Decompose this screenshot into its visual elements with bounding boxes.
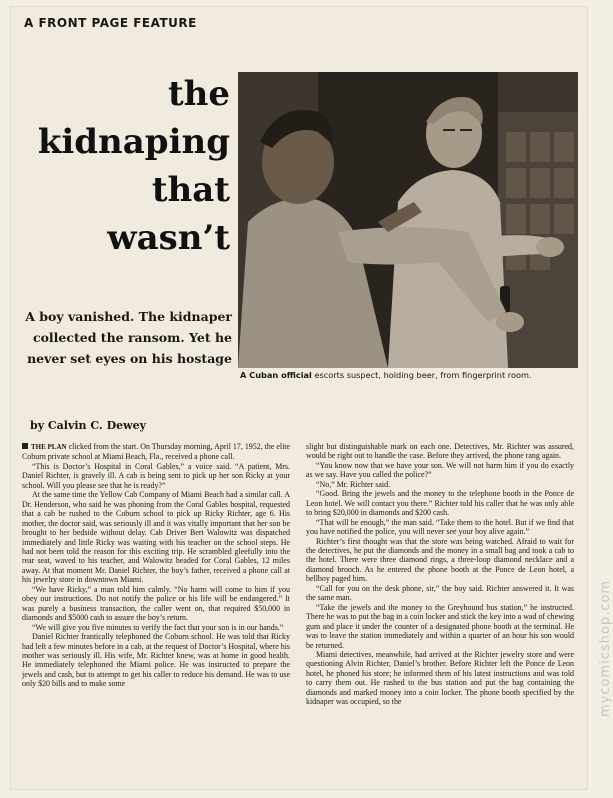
caption-text: escorts suspect, holding beer, from fingerprint room. xyxy=(311,370,532,380)
paragraph: slight but distinguishable mark on each one. Detectives, Mr. Richter was assured, would be right out to handle the case. Before they arrived, the phone rang again. xyxy=(306,442,574,461)
bullet-square-icon xyxy=(22,443,28,449)
photo-illustration xyxy=(238,72,578,368)
headline-line: wasn’t xyxy=(107,218,230,258)
body-column-left xyxy=(22,442,290,689)
photo-caption xyxy=(240,370,585,380)
paragraph: THE PLAN clicked from the start. On Thursday morning, April 17, 1952, the elite Coburn private school at Miami Beach, Fla., received a phone call. xyxy=(22,442,291,462)
watermark: mycomicshop.com xyxy=(598,580,613,717)
paragraph: “You know now that we have your son. We will not harm him if you do exactly as we say. Have you called the police?” xyxy=(306,460,574,480)
paragraph: “This is Doctor’s Hospital in Coral Gables,” a voice said. “A patient, Mrs. Daniel Richter, is gravely ill. A cab is being sent to pick up her son Ricky at your school. Will you please see that he is ready?” xyxy=(22,461,290,490)
headline-line: the xyxy=(167,74,230,114)
deck-line: A boy vanished. The kidnaper xyxy=(25,309,232,324)
deck-line: collected the ransom. Yet he xyxy=(32,330,232,345)
paragraph: “Take the jewels and the money to the Greyhound bus station,” he instructed. There he was to put the bag in a coin locker and stick the key into a wad of chewing gum and place it under the counter of a designated phone booth at the terminal. He was to leave the station immediately and within a quarter of an hour his son would be returned. xyxy=(306,602,574,650)
paragraph: “We have Ricky,” a man told him calmly. “No harm will come to him if you obey our instructions. Do not notify the police or his life will be endangered.” It was purely a business transaction, the caller went on, that required $50,000 in diamonds and $5000 cash to assure the boy’s return. xyxy=(22,584,290,623)
caption-lead: A Cuban official xyxy=(240,370,312,380)
headline xyxy=(20,70,230,262)
byline: by Calvin C. Dewey xyxy=(30,419,146,432)
lead-in: THE PLAN xyxy=(31,443,67,451)
magazine-page xyxy=(10,6,588,790)
paragraph: “We will give you five minutes to verify the fact that your son is in our hands.” xyxy=(32,622,284,632)
headline-line: that xyxy=(151,170,230,210)
deck xyxy=(22,306,232,369)
paragraph: Miami detectives, meanwhile, had arrived at the Richter jewelry store and were questioning Alvin Richter, Daniel’s brother. Before Richter left the Ponce de Leon hotel, he phoned his store; he informed them of his latest instructions and was told to carry them out. He rushed to the bus station and put the bag containing the diamonds and marked money into a coin locker. The phone booth specified by the kidnaper was occupied, so the xyxy=(306,649,574,707)
paragraph: “Call for you on the desk phone, sir,” the boy said. Richter answered it. It was the same man. xyxy=(306,583,574,603)
paragraph: “Good. Bring the jewels and the money to the telephone booth in the Ponce de Leon hotel. We will contact you there.” Richter told his caller that he was only able to bring $20,000 in diamonds and $200 cash. xyxy=(306,489,574,518)
headline-line: kidnaping xyxy=(37,122,230,162)
paragraph: “That will be enough,” the man said. “Take them to the hotel. But if we find that you have notified the police, you will never see your boy alive again.” xyxy=(306,517,574,537)
deck-line: never set eyes on his hostage xyxy=(27,351,232,366)
paragraph: At the same time the Yellow Cab Company of Miami Beach had a similar call. A Dr. Henderson, who said he was phoning from the Coral Gables hospital, requested that a cab be rushed to the Coburn school to pick up Ricky Richter, age 6. His mother, the doctor said, was seriously ill and it was vitally important that her son be brought to her bedside without delay. Cab Driver Bert Walowitz was dispatched immediately and little Ricky was waiting with his teacher on the school steps. He had not been told the reason for this exciting trip. He scrambled gleefully into the rear seat, waved to his teacher, and Walowitz headed for Coral Gables, 12 miles away. At that moment Mr. Daniel Richter, the boy’s father, received a phone call at his jewelry store in downtown Miami. xyxy=(22,490,290,585)
news-photo xyxy=(238,72,578,368)
section-kicker: A FRONT PAGE FEATURE xyxy=(24,16,197,30)
body-column-right xyxy=(306,442,574,707)
paragraph: Richter’s first thought was that the store was being watched. Afraid to wait for the detectives, he put the diamonds and the money in a small bag and took a cab to the hotel. There were three diamond rings, a three-loop diamond necklace and a diamond brooch. As he entered the phone booth at the Ponce de Leon hotel, a bellboy paged him. xyxy=(306,536,574,584)
paragraph: Daniel Richter frantically telephoned the Coburn school. He was told that Ricky had left a few minutes before in a cab, at the request of Doctor’s Hospital, where his mother was seriously ill. His wife, Mr. Richter knew, was at home in good health. He immediately telephoned the Miami police. He was instructed to prepare the jewels and cash, but to attempt to get his caller to reduce his demand. He was to use only $20 bills and to make some xyxy=(22,632,290,689)
paragraph: “No,” Mr. Richter said. xyxy=(316,479,391,489)
